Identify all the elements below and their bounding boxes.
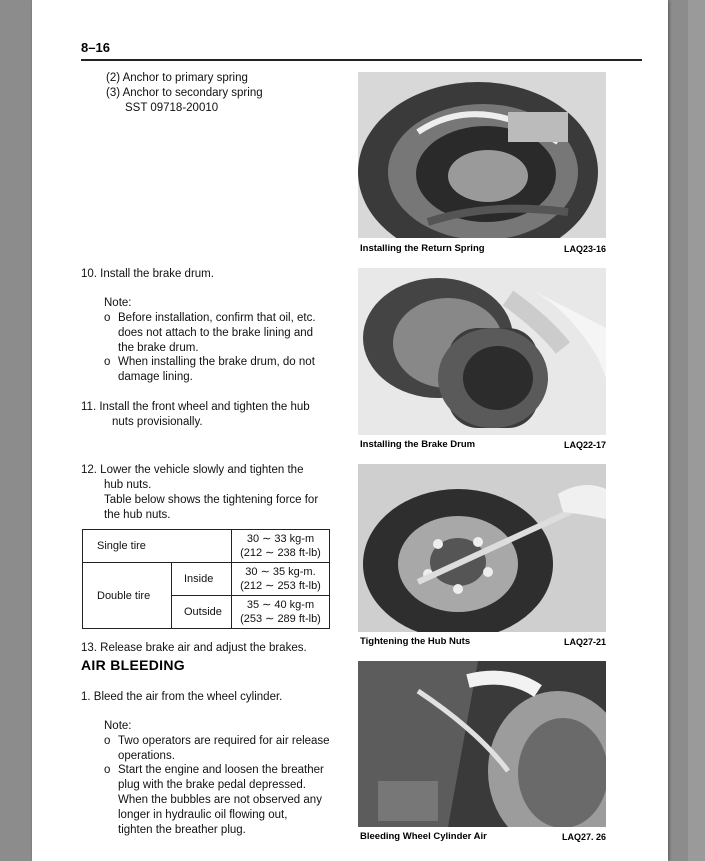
step-12-line-3: Table below shows the tightening force for bbox=[104, 494, 319, 506]
bleed-bullet-1-line-1: Two operators are required for air release bbox=[118, 735, 330, 747]
single-value-imperial: (212 ∼ 238 ft-lb) bbox=[240, 547, 321, 559]
step-13: 13. Release brake air and adjust the brakes. bbox=[81, 642, 307, 654]
page-number: 8–16 bbox=[81, 40, 110, 55]
bleed-bullet-2-line-2: plug with the brake pedal depressed. bbox=[118, 779, 306, 791]
bleed-bullet-1-line-2: operations. bbox=[118, 750, 175, 762]
step-11-line-2: nuts provisionally. bbox=[112, 416, 203, 428]
step-12-line-1: 12. Lower the vehicle slowly and tighten the bbox=[81, 464, 304, 476]
figure-2-caption: Installing the Brake Drum bbox=[360, 439, 476, 450]
bleed-bullet-2-line-4: longer in hydraulic oil flowing out, bbox=[118, 809, 288, 821]
single-value-metric: 30 ∼ 33 kg-m bbox=[246, 533, 315, 545]
photo-bleeding-cylinder bbox=[358, 661, 606, 827]
table-cell-outside: Outside bbox=[172, 596, 232, 629]
photo-return-spring bbox=[358, 72, 606, 238]
figure-3-caption: Tightening the Hub Nuts bbox=[360, 636, 471, 647]
step-10-bullet-2-line-1: When installing the brake drum, do not bbox=[118, 356, 315, 368]
bleed-bullet-2-line-5: tighten the breather plug. bbox=[118, 824, 246, 836]
step-10-note-label: Note: bbox=[104, 297, 132, 309]
bleed-bullet-2-line-3: When the bubbles are not observed any bbox=[118, 794, 322, 806]
figure-2-code: LAQ22-17 bbox=[563, 440, 606, 450]
figure-1-code: LAQ23-16 bbox=[563, 244, 606, 254]
table-cell-inside: Inside bbox=[172, 563, 232, 596]
step-12-line-2: hub nuts. bbox=[104, 479, 152, 491]
outside-value-metric: 35 ∼ 40 kg-m bbox=[246, 599, 315, 611]
sst-number: SST 09718-20010 bbox=[125, 102, 219, 114]
bullet-icon: o bbox=[104, 764, 111, 776]
bleed-bullet-2-line-1: Start the engine and loosen the breather bbox=[118, 764, 324, 776]
intro-item-3: (3) Anchor to secondary spring bbox=[106, 87, 263, 99]
figure-3-code: LAQ27-21 bbox=[563, 637, 606, 647]
inside-value-metric: 30 ∼ 35 kg-m. bbox=[245, 566, 316, 578]
bullet-icon: o bbox=[104, 356, 111, 368]
table-cell-double-tire: Double tire bbox=[83, 563, 172, 629]
bullet-icon: o bbox=[104, 312, 111, 324]
outside-value-imperial: (253 ∼ 289 ft-lb) bbox=[240, 613, 321, 625]
table-cell-outside-value bbox=[231, 596, 329, 629]
scrollbar[interactable] bbox=[688, 0, 705, 861]
table-cell-inside-value bbox=[231, 563, 329, 596]
step-10-title: 10. Install the brake drum. bbox=[81, 268, 214, 280]
step-10-bullet-1-line-3: the brake drum. bbox=[118, 342, 199, 354]
table-cell-single-tire: Single tire bbox=[83, 530, 232, 563]
figure-4-code: LAQ27. 26 bbox=[561, 832, 606, 842]
section-heading: AIR BLEEDING bbox=[81, 657, 185, 673]
step-10-bullet-1-line-2: does not attach to the brake lining and bbox=[118, 327, 314, 339]
inside-value-imperial: (212 ∼ 253 ft-lb) bbox=[240, 580, 321, 592]
bullet-icon: o bbox=[104, 735, 111, 747]
manual-page bbox=[32, 0, 668, 861]
step-12-line-4: the hub nuts. bbox=[104, 509, 171, 521]
figure-1-caption: Installing the Return Spring bbox=[360, 243, 485, 254]
intro-item-2: (2) Anchor to primary spring bbox=[106, 72, 248, 84]
step-10-bullet-1-line-1: Before installation, confirm that oil, etc. bbox=[118, 312, 316, 324]
header-rule bbox=[81, 59, 642, 61]
torque-table bbox=[82, 529, 330, 629]
photo-brake-drum bbox=[358, 268, 606, 435]
step-11-line-1: 11. Install the front wheel and tighten the hub bbox=[81, 401, 310, 413]
step-10-bullet-2-line-2: damage lining. bbox=[118, 371, 193, 383]
bleed-note-label: Note: bbox=[104, 720, 132, 732]
bleed-step-1: 1. Bleed the air from the wheel cylinder. bbox=[81, 691, 283, 703]
figure-4-caption: Bleeding Wheel Cylinder Air bbox=[360, 831, 487, 842]
photo-hub-nuts bbox=[358, 464, 606, 632]
table-cell-single-value bbox=[231, 530, 329, 563]
